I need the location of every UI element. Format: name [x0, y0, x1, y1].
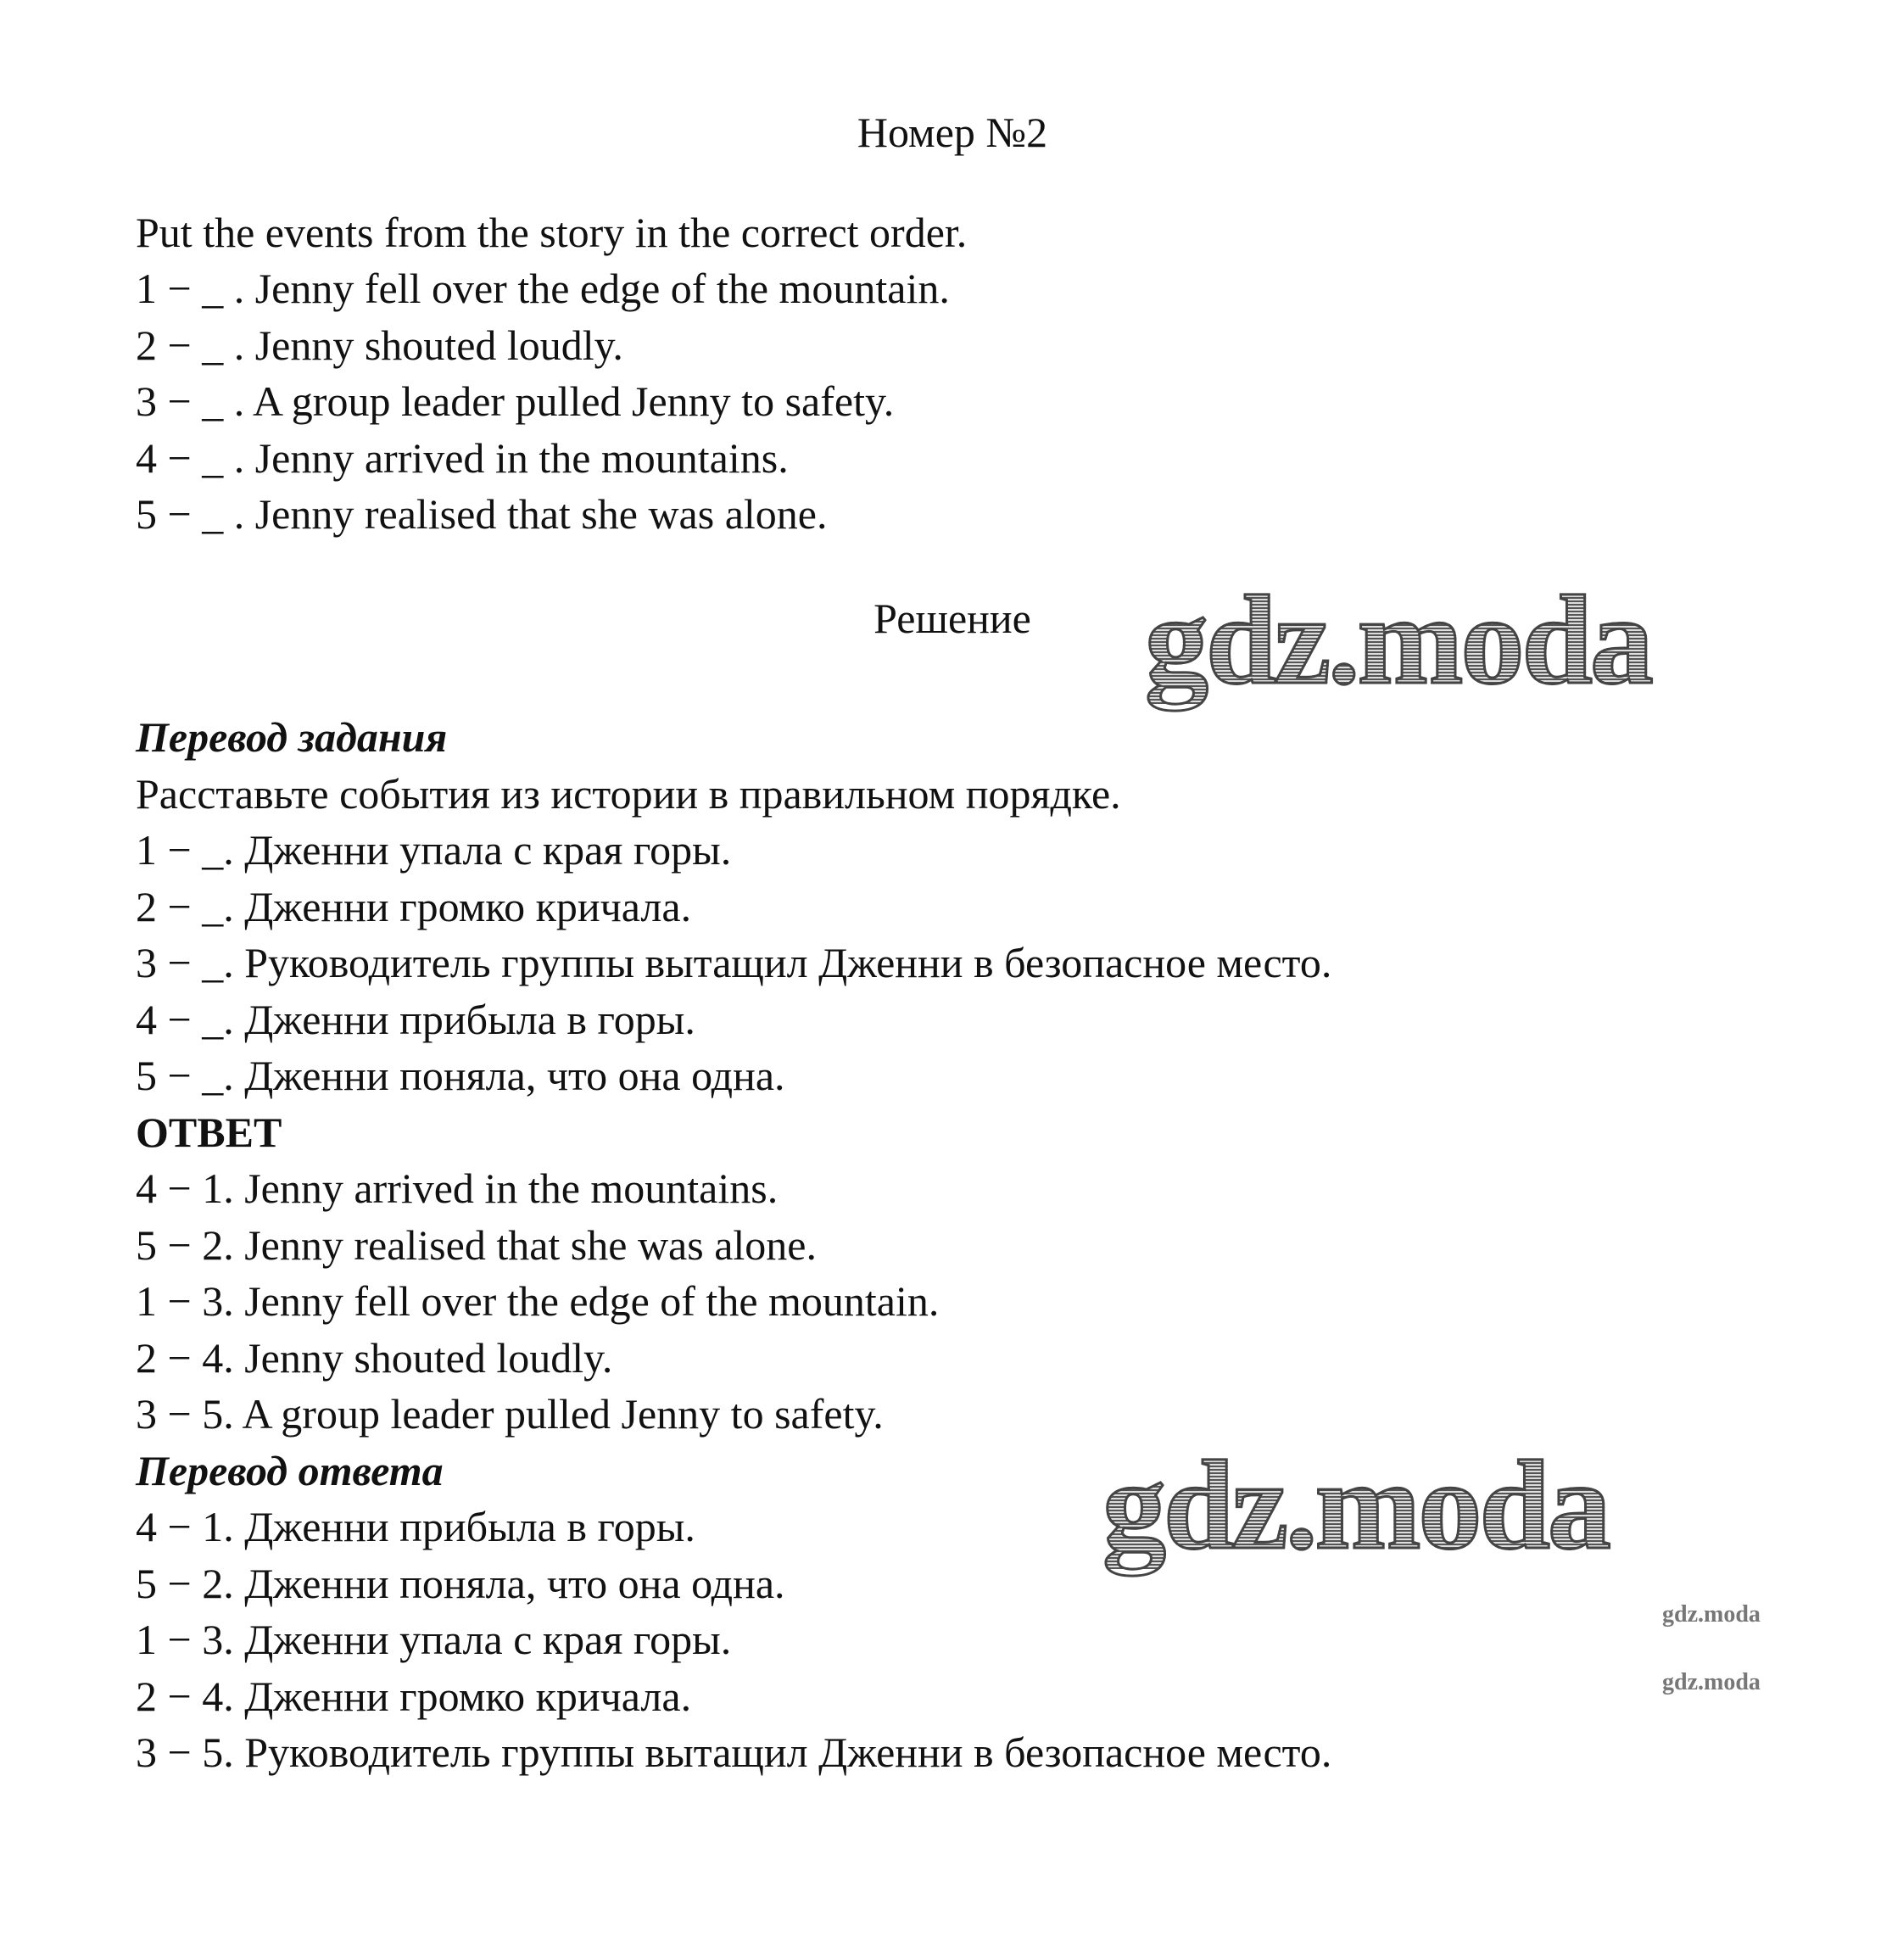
answer-item: 5 − 2. Jenny realised that she was alone. [136, 1220, 817, 1269]
task-translation-item: 5 − _. Дженни поняла, что она одна. [136, 1052, 785, 1099]
task-translation-item: 1 − _. Дженни упала с края горы. [136, 826, 732, 874]
task-translation-item: 4 − _. Дженни прибыла в горы. [136, 995, 695, 1043]
answer-translation-item: 2 − 4. Дженни громко кричала. [136, 1672, 692, 1720]
answer-translation-item: 4 − 1. Дженни прибыла в горы. [136, 1503, 695, 1550]
answer-translation-item: 3 − 5. Руководитель группы вытащил Дженни в безопасное место. [136, 1728, 1332, 1776]
watermark-small: gdz.moda [1662, 1669, 1761, 1695]
watermark-logo: gdz.moda [1102, 1435, 1609, 1576]
page-title: Номер №2 [857, 109, 1048, 156]
answer-heading: ОТВЕТ [136, 1108, 282, 1156]
solution-heading: Решение [873, 594, 1031, 642]
answer-translation-heading: Перевод ответа [136, 1446, 444, 1494]
task-item: 3 − _ . A group leader pulled Jenny to safety. [136, 377, 895, 425]
answer-translation-item: 5 − 2. Дженни поняла, что она одна. [136, 1559, 785, 1607]
task-translation-item: 3 − _. Руководитель группы вытащил Дженни в безопасное место. [136, 939, 1332, 986]
answer-translation-item: 1 − 3. Дженни упала с края горы. [136, 1616, 732, 1663]
watermark-small: gdz.moda [1662, 1601, 1761, 1628]
task-translation-heading: Перевод задания [136, 713, 448, 761]
answer-item: 1 − 3. Jenny fell over the edge of the mountain. [136, 1277, 940, 1325]
task-item: 5 − _ . Jenny realised that she was alone. [136, 490, 828, 538]
task-translation-instruction: Расставьте события из истории в правильном порядке. [136, 769, 1121, 818]
task-item: 4 − _ . Jenny arrived in the mountains. [136, 433, 789, 482]
task-item: 2 − _ . Jenny shouted loudly. [136, 321, 623, 369]
answer-item: 2 − 4. Jenny shouted loudly. [136, 1333, 613, 1382]
task-translation-item: 2 − _. Дженни громко кричала. [136, 882, 692, 930]
answer-item: 4 − 1. Jenny arrived in the mountains. [136, 1164, 779, 1212]
answer-item: 3 − 5. A group leader pulled Jenny to safety. [136, 1390, 884, 1438]
task-item: 1 − _ . Jenny fell over the edge of the mountain. [136, 265, 950, 312]
task-instruction: Put the events from the story in the correct order. [136, 208, 968, 256]
watermark-logo: gdz.moda [1145, 570, 1651, 711]
